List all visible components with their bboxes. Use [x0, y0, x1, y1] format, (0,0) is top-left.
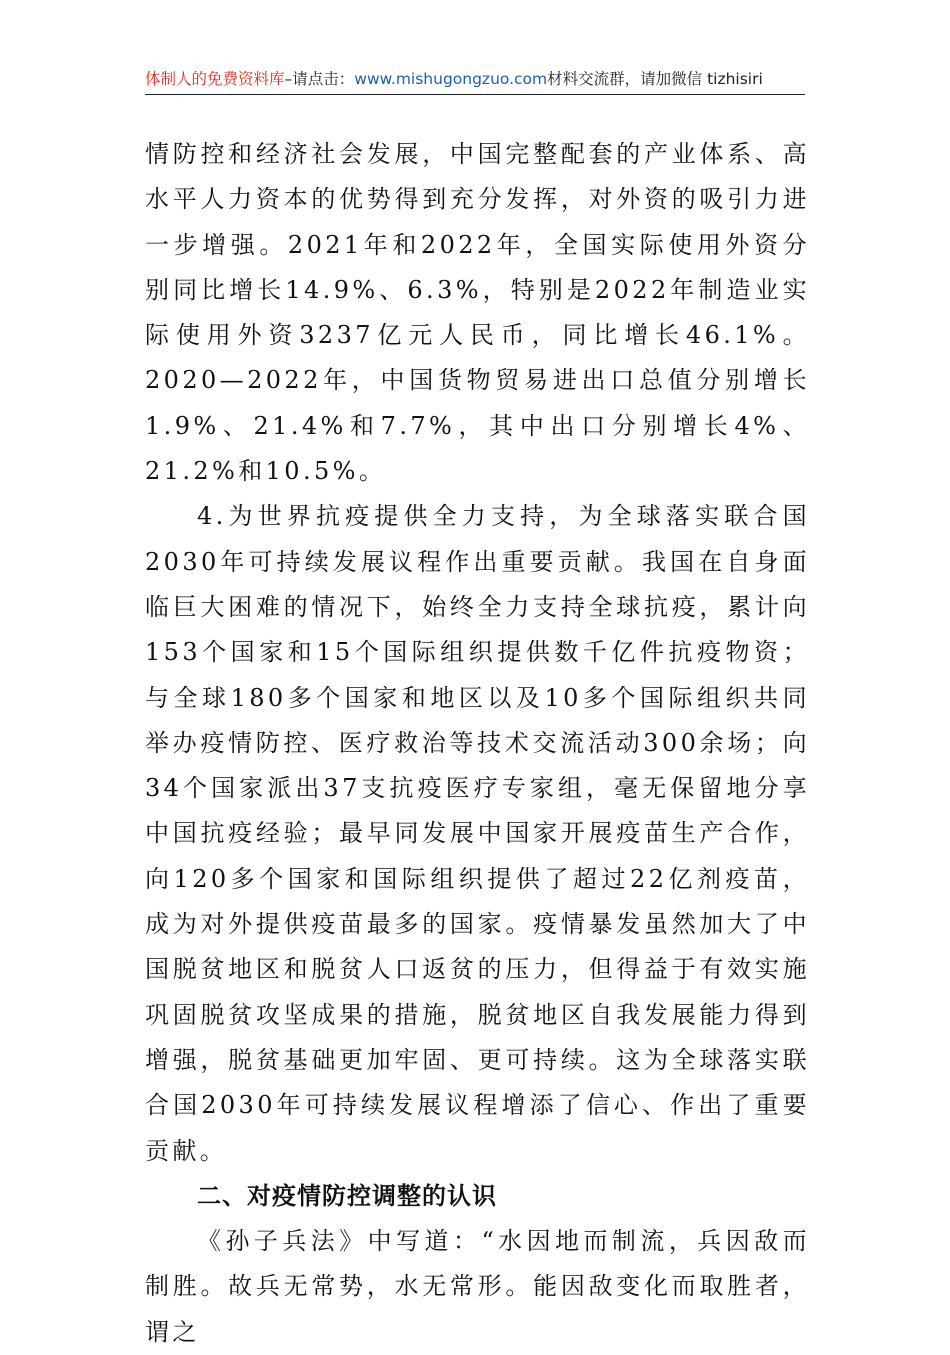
- paragraph-point-4: 4.为世界抗疫提供全力支持，为全球落实联合国2030年可持续发展议程作出重要贡献。我国在自身面临巨大困难的情况下，始终全力支持全球抗疫，累计向153个国家和15个国际组织提供数千亿件抗疫物资；与全球180多个国家和地区以及10多个国际组织共同举办疫情防控、医疗救治等技术交流活动300余场；向34个国家派出37支抗疫医疗专家组，毫无保留地分享中国抗疫经验；最早同发展中国家开展疫苗生产合作，向120多个国家和国际组织提供了超过22亿剂疫苗，成为对外提供疫苗最多的国家。疫情暴发虽然加大了中国脱贫地区和脱贫人口返贫的压力，但得益于有效实施巩固脱贫攻坚成果的措施，脱贫地区自我发展能力得到增强，脱贫基础更加牢固、更可持续。这为全球落实联合国2030年可持续发展议程增添了信心、作出了重要贡献。: [145, 502, 810, 1165]
- page-header: [145, 64, 805, 95]
- header-website-link[interactable]: www.mishugongzuo.com: [354, 70, 548, 88]
- paragraph-sunzi-quote: 《孙子兵法》中写道：“水因地而制流，兵因敌而制胜。故兵无常势，水无常形。能因敌变化而取胜者，谓之: [145, 1227, 810, 1346]
- section-heading: 二、对疫情防控调整的认识: [197, 1181, 497, 1210]
- header-brand: 体制人的免费资料库: [145, 70, 285, 88]
- document-body: [145, 132, 810, 1355]
- paragraph-continuation: 情防控和经济社会发展，中国完整配套的产业体系、高水平人力资本的优势得到充分发挥，对外资的吸引力进一步增强。2021年和2022年，全国实际使用外资分别同比增长14.9%、6.3%，特别是2022年制造业实际使用外资3237亿元人民币，同比增长46.1%。2020—2022年，中国货物贸易进出口总值分别增长1.9%、21.4%和7.7%，其中出口分别增长4%、21.2%和10.5%。: [145, 140, 810, 486]
- header-note: 材料交流群，请加微信 tizhisiri: [547, 70, 763, 88]
- header-prompt: –请点击：: [284, 70, 355, 88]
